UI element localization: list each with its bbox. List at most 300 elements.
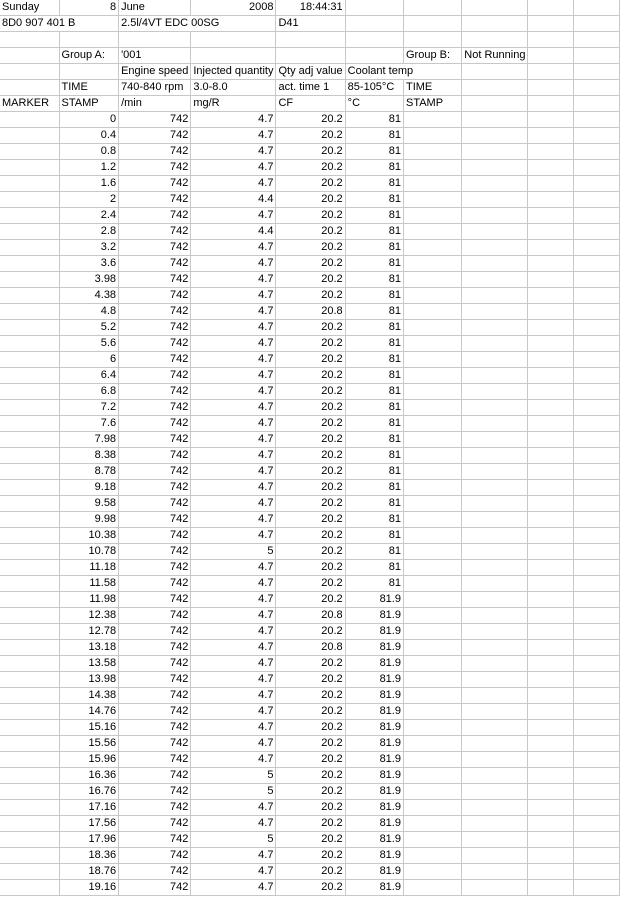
cell[interactable] [462,735,528,751]
engine-speed-cell[interactable]: 742 [119,143,191,159]
time-stamp-cell[interactable]: 8.38 [59,447,119,463]
cell[interactable] [528,0,574,16]
cell[interactable] [574,111,620,127]
injected-qty-cell[interactable]: 4.7 [191,143,276,159]
injected-qty-cell[interactable]: 4.7 [191,383,276,399]
cell[interactable] [462,847,528,863]
spec-speed-cell[interactable]: 740-840 rpm [119,79,191,95]
injected-qty-cell[interactable]: 4.7 [191,575,276,591]
injected-qty-cell[interactable]: 4.7 [191,431,276,447]
cell[interactable] [403,16,461,32]
injected-qty-cell[interactable]: 4.7 [191,655,276,671]
cell[interactable] [0,32,59,48]
time-stamp-cell[interactable]: 17.16 [59,799,119,815]
cell[interactable] [462,431,528,447]
cell[interactable] [528,559,574,575]
cell[interactable] [574,415,620,431]
cell[interactable] [403,687,461,703]
cell[interactable] [574,303,620,319]
cell[interactable] [462,463,528,479]
cell[interactable] [119,32,191,48]
coolant-temp-cell[interactable]: 81.9 [345,799,403,815]
qty-adj-cell[interactable]: 20.2 [276,847,345,863]
cell[interactable] [528,143,574,159]
engine-speed-cell[interactable]: 742 [119,271,191,287]
cell[interactable] [462,703,528,719]
coolant-temp-cell[interactable]: 81 [345,239,403,255]
cell[interactable] [403,159,461,175]
qty-adj-cell[interactable]: 20.2 [276,751,345,767]
cell[interactable] [528,367,574,383]
unit-speed-cell[interactable]: /min [119,95,191,111]
marker-label[interactable]: MARKER [0,95,59,111]
b-stamp-label[interactable]: STAMP [403,95,461,111]
coolant-temp-cell[interactable]: 81 [345,319,403,335]
cell[interactable] [574,175,620,191]
cell[interactable] [462,32,528,48]
coolant-temp-cell[interactable]: 81 [345,111,403,127]
engine-speed-cell[interactable]: 742 [119,191,191,207]
qty-adj-cell[interactable]: 20.2 [276,703,345,719]
time-stamp-cell[interactable]: 9.58 [59,495,119,511]
time-stamp-cell[interactable]: 16.76 [59,783,119,799]
qty-adj-cell[interactable]: 20.2 [276,799,345,815]
time-stamp-cell[interactable]: 15.96 [59,751,119,767]
injected-qty-cell[interactable]: 4.7 [191,367,276,383]
cell[interactable] [462,319,528,335]
coolant-temp-cell[interactable]: 81 [345,463,403,479]
cell[interactable] [528,575,574,591]
injected-qty-cell[interactable]: 4.7 [191,447,276,463]
cell[interactable] [403,399,461,415]
cell[interactable] [403,207,461,223]
cell[interactable] [528,223,574,239]
cell[interactable] [574,671,620,687]
engine-speed-cell[interactable]: 742 [119,543,191,559]
engine-speed-cell[interactable]: 742 [119,687,191,703]
cell[interactable] [403,671,461,687]
cell[interactable] [403,783,461,799]
cell[interactable] [528,431,574,447]
injected-qty-cell[interactable]: 4.7 [191,703,276,719]
qty-adj-cell[interactable]: 20.2 [276,671,345,687]
marker-cell[interactable] [0,607,59,623]
cell[interactable] [403,255,461,271]
qty-adj-cell[interactable]: 20.2 [276,719,345,735]
time-stamp-cell[interactable]: 17.56 [59,815,119,831]
cell[interactable] [403,143,461,159]
time-label[interactable]: TIME [59,79,119,95]
injected-qty-cell[interactable]: 4.7 [191,799,276,815]
cell[interactable] [528,527,574,543]
engine-speed-cell[interactable]: 742 [119,335,191,351]
qty-adj-cell[interactable]: 20.2 [276,143,345,159]
marker-cell[interactable] [0,175,59,191]
cell[interactable] [403,655,461,671]
time-stamp-cell[interactable]: 5.6 [59,335,119,351]
cell[interactable] [462,863,528,879]
marker-cell[interactable] [0,735,59,751]
cell[interactable] [403,383,461,399]
qty-adj-cell[interactable]: 20.2 [276,287,345,303]
cell[interactable] [574,32,620,48]
coolant-temp-cell[interactable]: 81.9 [345,607,403,623]
cell[interactable] [528,159,574,175]
engine-speed-cell[interactable]: 742 [119,735,191,751]
cell[interactable] [345,32,403,48]
engine-speed-cell[interactable]: 742 [119,463,191,479]
coolant-temp-cell[interactable]: 81.9 [345,591,403,607]
cell[interactable] [403,863,461,879]
cell[interactable] [574,207,620,223]
cell[interactable] [462,143,528,159]
cell[interactable] [403,607,461,623]
engine-speed-cell[interactable]: 742 [119,351,191,367]
engine-speed-cell[interactable]: 742 [119,399,191,415]
cell[interactable] [528,447,574,463]
spec-inj-cell[interactable]: 3.0-8.0 [191,79,276,95]
engine-speed-cell[interactable]: 742 [119,799,191,815]
time-stamp-cell[interactable]: 8.78 [59,463,119,479]
cell[interactable] [403,767,461,783]
marker-cell[interactable] [0,591,59,607]
marker-cell[interactable] [0,687,59,703]
cell[interactable] [574,399,620,415]
injected-qty-cell[interactable]: 4.7 [191,815,276,831]
qty-adj-cell[interactable]: 20.2 [276,191,345,207]
cell[interactable] [574,607,620,623]
cell[interactable] [462,831,528,847]
cell[interactable] [403,271,461,287]
cell[interactable] [574,239,620,255]
b-time-label[interactable]: TIME [403,79,461,95]
engine-speed-cell[interactable]: 742 [119,767,191,783]
injected-qty-cell[interactable]: 4.7 [191,159,276,175]
engine-speed-cell[interactable]: 742 [119,591,191,607]
time-stamp-cell[interactable]: 7.6 [59,415,119,431]
cell[interactable] [403,879,461,895]
time-cell[interactable]: 18:44:31 [276,0,345,16]
cell[interactable] [528,719,574,735]
cell[interactable] [574,831,620,847]
qty-adj-cell[interactable]: 20.2 [276,623,345,639]
coolant-temp-cell[interactable]: 81 [345,335,403,351]
cell[interactable] [403,575,461,591]
cell[interactable] [462,287,528,303]
injected-qty-cell[interactable]: 4.7 [191,639,276,655]
marker-cell[interactable] [0,143,59,159]
time-stamp-cell[interactable]: 0 [59,111,119,127]
injected-qty-cell[interactable]: 4.7 [191,719,276,735]
cell[interactable] [574,879,620,895]
engine-speed-header[interactable]: Engine speed [119,63,191,79]
cell[interactable] [528,543,574,559]
time-stamp-cell[interactable]: 14.38 [59,687,119,703]
time-stamp-cell[interactable]: 6 [59,351,119,367]
marker-cell[interactable] [0,575,59,591]
time-stamp-cell[interactable]: 3.2 [59,239,119,255]
qty-adj-cell[interactable]: 20.2 [276,687,345,703]
coolant-temp-cell[interactable]: 81 [345,399,403,415]
engine-speed-cell[interactable]: 742 [119,111,191,127]
injected-qty-cell[interactable]: 4.7 [191,879,276,895]
injected-qty-cell[interactable]: 4.7 [191,271,276,287]
cell[interactable] [59,63,119,79]
cell[interactable] [462,575,528,591]
cell[interactable] [345,0,403,16]
cell[interactable] [403,543,461,559]
coolant-temp-cell[interactable]: 81 [345,367,403,383]
marker-cell[interactable] [0,543,59,559]
stamp-label[interactable]: STAMP [59,95,119,111]
cell[interactable] [528,127,574,143]
time-stamp-cell[interactable]: 15.16 [59,719,119,735]
marker-cell[interactable] [0,767,59,783]
cell[interactable] [403,703,461,719]
coolant-temp-cell[interactable]: 81 [345,415,403,431]
qty-adj-cell[interactable]: 20.2 [276,767,345,783]
cell[interactable] [528,239,574,255]
cell[interactable] [462,751,528,767]
cell[interactable] [462,591,528,607]
cell[interactable] [574,591,620,607]
cell[interactable] [403,415,461,431]
cell[interactable] [403,223,461,239]
time-stamp-cell[interactable]: 1.6 [59,175,119,191]
engine-speed-cell[interactable]: 742 [119,703,191,719]
part-number-cell[interactable]: 8D0 907 401 B [0,16,119,32]
engine-speed-cell[interactable]: 742 [119,639,191,655]
marker-cell[interactable] [0,271,59,287]
qty-adj-cell[interactable]: 20.2 [276,783,345,799]
cell[interactable] [574,191,620,207]
cell[interactable] [528,383,574,399]
cell[interactable] [345,16,403,32]
day-cell[interactable]: Sunday [0,0,59,16]
coolant-temp-cell[interactable]: 81 [345,479,403,495]
engine-speed-cell[interactable]: 742 [119,607,191,623]
cell[interactable] [462,111,528,127]
marker-cell[interactable] [0,703,59,719]
cell[interactable] [528,815,574,831]
cell[interactable] [462,559,528,575]
cell[interactable] [528,751,574,767]
marker-cell[interactable] [0,383,59,399]
cell[interactable] [403,335,461,351]
cell[interactable] [528,63,574,79]
qty-adj-cell[interactable]: 20.2 [276,111,345,127]
injected-qty-cell[interactable]: 5 [191,767,276,783]
engine-speed-cell[interactable]: 742 [119,655,191,671]
marker-cell[interactable] [0,719,59,735]
cell[interactable] [528,879,574,895]
cell[interactable] [403,479,461,495]
time-stamp-cell[interactable]: 10.78 [59,543,119,559]
cell[interactable] [462,191,528,207]
time-stamp-cell[interactable]: 6.4 [59,367,119,383]
spec-qty-cell[interactable]: act. time 1 [276,79,345,95]
engine-speed-cell[interactable]: 742 [119,303,191,319]
qty-adj-cell[interactable]: 20.2 [276,591,345,607]
cell[interactable] [462,383,528,399]
coolant-temp-cell[interactable]: 81 [345,223,403,239]
qty-adj-cell[interactable]: 20.2 [276,511,345,527]
marker-cell[interactable] [0,319,59,335]
cell[interactable] [528,863,574,879]
time-stamp-cell[interactable]: 5.2 [59,319,119,335]
cell[interactable] [574,527,620,543]
cell[interactable] [574,767,620,783]
injected-qty-cell[interactable]: 4.7 [191,415,276,431]
cell[interactable] [276,32,345,48]
coolant-temp-cell[interactable]: 81.9 [345,623,403,639]
coolant-temp-cell[interactable]: 81 [345,191,403,207]
marker-cell[interactable] [0,623,59,639]
year-cell[interactable]: 2008 [191,0,276,16]
cell[interactable] [574,223,620,239]
qty-adj-cell[interactable]: 20.2 [276,559,345,575]
injected-qty-cell[interactable]: 4.7 [191,127,276,143]
coolant-temp-cell[interactable]: 81 [345,575,403,591]
cell[interactable] [462,335,528,351]
cell[interactable] [462,367,528,383]
engine-speed-cell[interactable]: 742 [119,719,191,735]
engine-speed-cell[interactable]: 742 [119,319,191,335]
cell[interactable] [462,479,528,495]
qty-adj-cell[interactable]: 20.2 [276,655,345,671]
coolant-temp-cell[interactable]: 81 [345,159,403,175]
cell[interactable] [191,47,276,63]
time-stamp-cell[interactable]: 12.78 [59,623,119,639]
marker-cell[interactable] [0,879,59,895]
cell[interactable] [574,351,620,367]
cell[interactable] [574,623,620,639]
cell[interactable] [462,671,528,687]
cell[interactable] [574,431,620,447]
coolant-temp-cell[interactable]: 81.9 [345,863,403,879]
cell[interactable] [574,143,620,159]
cell[interactable] [462,879,528,895]
cell[interactable] [528,479,574,495]
cell[interactable] [528,463,574,479]
engine-speed-cell[interactable]: 742 [119,447,191,463]
marker-cell[interactable] [0,255,59,271]
marker-cell[interactable] [0,639,59,655]
time-stamp-cell[interactable]: 9.18 [59,479,119,495]
qty-adj-cell[interactable]: 20.8 [276,303,345,319]
cell[interactable] [462,399,528,415]
cell[interactable] [403,511,461,527]
marker-cell[interactable] [0,799,59,815]
coolant-header[interactable]: Coolant temp [345,63,462,79]
marker-cell[interactable] [0,495,59,511]
coolant-temp-cell[interactable]: 81 [345,495,403,511]
qty-adj-cell[interactable]: 20.2 [276,367,345,383]
qty-adj-cell[interactable]: 20.2 [276,399,345,415]
cell[interactable] [574,335,620,351]
time-stamp-cell[interactable]: 3.6 [59,255,119,271]
qty-adj-cell[interactable]: 20.2 [276,463,345,479]
marker-cell[interactable] [0,367,59,383]
cell[interactable] [462,543,528,559]
cell[interactable] [403,319,461,335]
cell[interactable] [574,799,620,815]
cell[interactable] [528,399,574,415]
cell[interactable] [462,687,528,703]
qty-adj-cell[interactable]: 20.8 [276,607,345,623]
cell[interactable] [528,175,574,191]
coolant-temp-cell[interactable]: 81.9 [345,879,403,895]
cell[interactable] [462,607,528,623]
coolant-temp-cell[interactable]: 81.9 [345,703,403,719]
injected-qty-cell[interactable]: 4.7 [191,607,276,623]
cell[interactable] [0,63,59,79]
cell[interactable] [528,287,574,303]
cell[interactable] [528,639,574,655]
marker-cell[interactable] [0,191,59,207]
month-cell[interactable]: June [119,0,191,16]
time-stamp-cell[interactable]: 9.98 [59,511,119,527]
qty-adj-cell[interactable]: 20.2 [276,863,345,879]
engine-speed-cell[interactable]: 742 [119,287,191,303]
injected-qty-cell[interactable]: 4.4 [191,191,276,207]
cell[interactable] [0,79,59,95]
injected-qty-cell[interactable]: 4.7 [191,303,276,319]
injected-qty-cell[interactable]: 5 [191,543,276,559]
time-stamp-cell[interactable]: 2.4 [59,207,119,223]
cell[interactable] [574,863,620,879]
coolant-temp-cell[interactable]: 81.9 [345,815,403,831]
cell[interactable] [403,463,461,479]
cell[interactable] [528,271,574,287]
qty-adj-cell[interactable]: 20.2 [276,175,345,191]
engine-speed-cell[interactable]: 742 [119,559,191,575]
marker-cell[interactable] [0,815,59,831]
cell[interactable] [574,255,620,271]
engine-speed-cell[interactable]: 742 [119,623,191,639]
qty-adj-cell[interactable]: 20.2 [276,207,345,223]
cell[interactable] [462,207,528,223]
cell[interactable] [574,447,620,463]
cell[interactable] [574,639,620,655]
cell[interactable] [403,351,461,367]
time-stamp-cell[interactable]: 16.36 [59,767,119,783]
coolant-temp-cell[interactable]: 81 [345,559,403,575]
qty-adj-cell[interactable]: 20.2 [276,575,345,591]
cell[interactable] [574,751,620,767]
marker-cell[interactable] [0,671,59,687]
marker-cell[interactable] [0,223,59,239]
cell[interactable] [462,127,528,143]
cell[interactable] [574,463,620,479]
cell[interactable] [528,351,574,367]
time-stamp-cell[interactable]: 0.8 [59,143,119,159]
cell[interactable] [528,303,574,319]
cell[interactable] [462,16,528,32]
cell[interactable] [528,767,574,783]
cell[interactable] [462,175,528,191]
cell[interactable] [574,687,620,703]
time-stamp-cell[interactable]: 12.38 [59,607,119,623]
cell[interactable] [574,847,620,863]
marker-cell[interactable] [0,479,59,495]
qty-adj-cell[interactable]: 20.2 [276,351,345,367]
time-stamp-cell[interactable]: 18.36 [59,847,119,863]
cell[interactable] [462,495,528,511]
marker-cell[interactable] [0,207,59,223]
injected-qty-cell[interactable]: 4.4 [191,223,276,239]
cell[interactable] [528,16,574,32]
